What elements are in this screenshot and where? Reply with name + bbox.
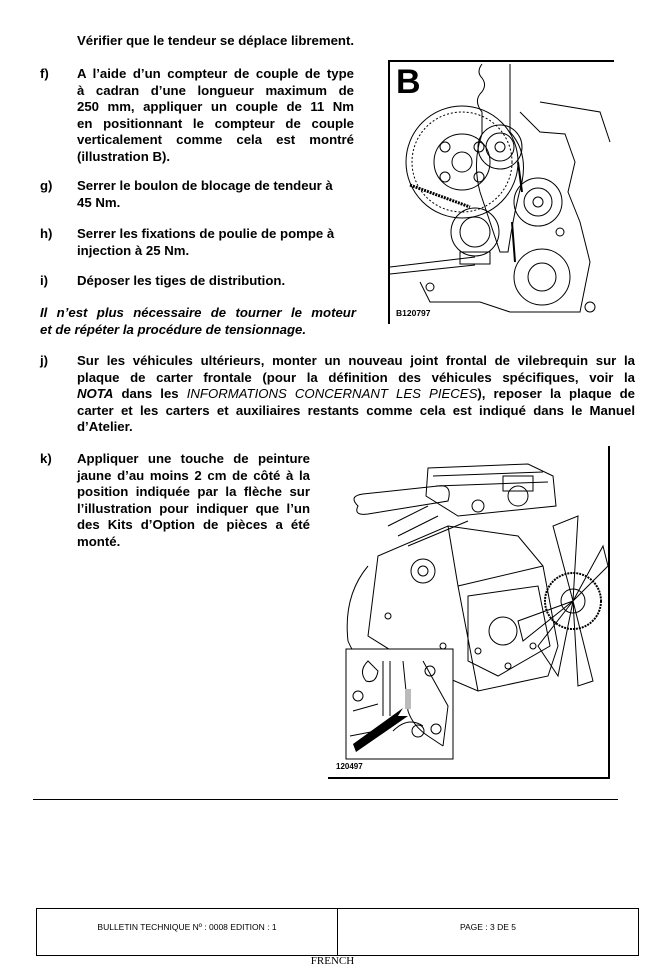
figure-b-letter: B	[396, 63, 421, 101]
step-h-text	[77, 226, 357, 259]
step-f-line: A l’aide d’un compteur de couple de type	[77, 66, 354, 81]
engine-drawing	[328, 446, 608, 777]
step-f-line: à cadran d’une longueur maximum de	[77, 82, 354, 98]
step-h-label: h)	[40, 226, 53, 241]
step-f-line: en positionnant le compteur de couple	[77, 115, 354, 131]
step-k-line: jaune d’au moins 2 cm de côté à la	[77, 467, 310, 483]
intro-text: Vérifier que le tendeur se déplace librement.	[77, 33, 355, 48]
step-k-label: k)	[40, 451, 52, 466]
footer-bulletin-number: BULLETIN TECHNIQUE Nº : 0008 EDITION : 1	[97, 922, 277, 932]
step-g-line: Serrer le boulon de blocage de tendeur à	[77, 178, 333, 193]
step-f-text	[77, 66, 354, 166]
step-g-line: 45 Nm.	[77, 194, 121, 210]
step-f-line: (illustration B).	[77, 148, 171, 164]
note-line: Il n’est plus nécessaire de tourner le moteur	[40, 305, 356, 320]
step-j-line: plaque de carter frontale (pour la définition des véhicules spécifiques, voir la	[77, 369, 635, 385]
step-k-line: monté.	[77, 533, 121, 549]
step-j-line	[77, 386, 635, 403]
step-k-line: l’illustration pour indiquer que l’un	[77, 500, 310, 516]
step-j-label: j)	[40, 353, 49, 368]
note-line: et de répéter la procédure de tensionnage.	[40, 321, 307, 337]
paint-mark	[405, 689, 411, 709]
section-divider	[33, 799, 618, 800]
step-i-label: i)	[40, 273, 49, 288]
footer-table	[36, 908, 639, 956]
parts-info-reference: INFORMATIONS CONCERNANT LES PIECES	[186, 386, 478, 402]
step-g-text	[77, 178, 357, 211]
step-j-line: d’Atelier.	[77, 419, 133, 435]
step-j-text	[77, 353, 635, 436]
figure-b-code: B120797	[396, 308, 431, 318]
step-h-line: Serrer les fixations de poulie de pompe à	[77, 226, 335, 241]
step-k-text	[77, 451, 310, 551]
step-k-line: des Kits d’Option de pièces a été	[77, 517, 310, 533]
note-text	[40, 305, 356, 338]
step-j-line: Sur les véhicules ultérieurs, monter un nouveau joint frontal de vilebrequin sur la	[77, 353, 635, 368]
step-k-line: Appliquer une touche de peinture	[77, 451, 310, 466]
timing-belt-drawing	[390, 62, 614, 324]
step-h-line: injection à 25 Nm.	[77, 242, 190, 258]
footer-page-number: PAGE : 3 DE 5	[337, 909, 638, 955]
step-f-line: 250 mm, appliquer un couple de 11 Nm	[77, 99, 354, 115]
step-g-label: g)	[40, 178, 53, 193]
step-k-line: position indiquée par la flèche sur	[77, 484, 310, 500]
step-f-label: f)	[40, 66, 49, 81]
figure-engine-code: 120497	[336, 762, 363, 771]
footer-language: FRENCH	[310, 955, 355, 967]
step-j-span: dans les	[113, 386, 187, 402]
figure-engine-illustration	[328, 446, 610, 779]
nota-term: NOTA	[77, 386, 114, 402]
figure-b-tensioner-illustration	[388, 60, 614, 324]
step-i-text: Déposer les tiges de distribution.	[77, 273, 286, 288]
step-j-span: ), reposer la plaque de	[477, 386, 636, 402]
step-j-line: carter et les carters et auxiliaires restants comme cela est indiqué dans le Manuel	[77, 402, 635, 418]
step-f-line: verticalement comme cela est montré	[77, 132, 354, 148]
